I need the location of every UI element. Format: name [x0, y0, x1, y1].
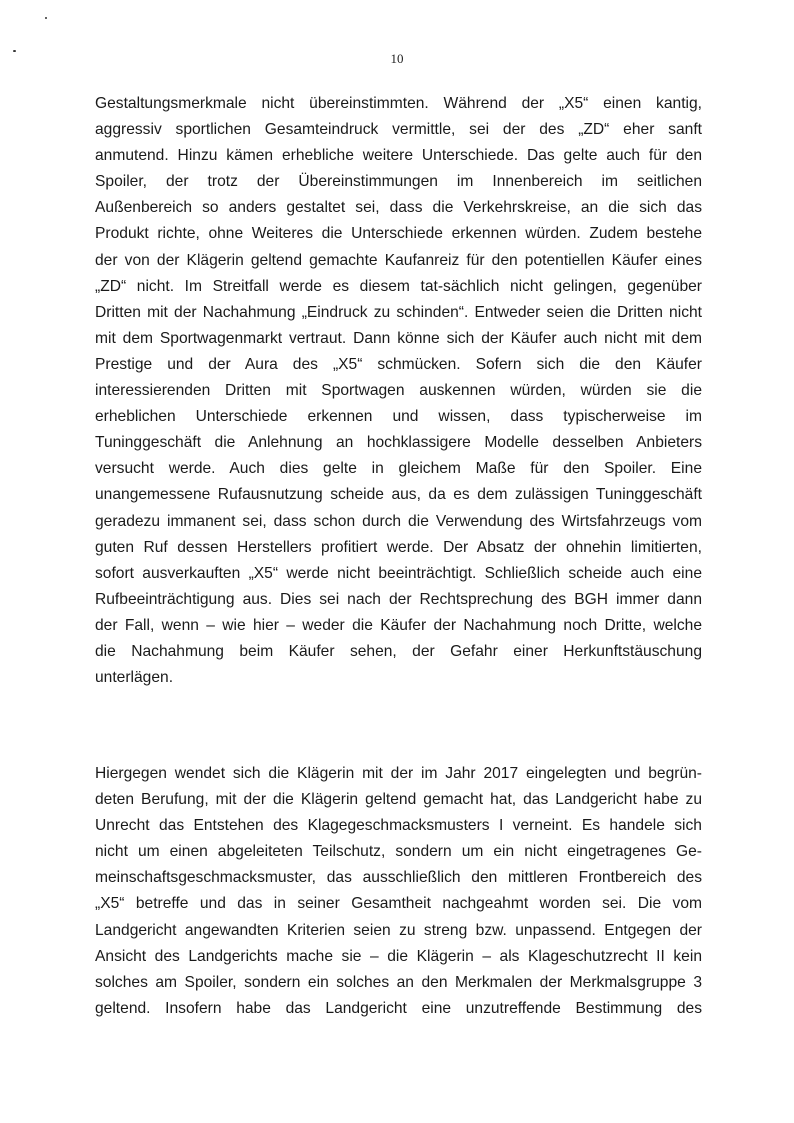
text-line: Außenbereich so anders gestaltet sei, dass die Verkehrskreise, an die sich das: [95, 199, 702, 217]
page-number: 10: [390, 51, 404, 66]
text-line: interessierenden Dritten mit Sportwagen auskennen würden, würden sie die: [95, 382, 702, 400]
text-line: Rufbeeinträchtigung aus. Dies sei nach der Rechtsprechung des BGH immer dann: [95, 590, 702, 608]
text-line: Ansicht des Landgerichts mache sie – die Klägerin – als Klageschutzrecht II kein: [95, 947, 702, 965]
text-line: die Nachahmung beim Käufer sehen, der Gefahr einer Herkunftstäuschung: [95, 642, 702, 660]
text-line: deten Berufung, mit der die Klägerin geltend gemacht hat, das Landgericht habe zu: [95, 791, 702, 809]
scan-speck: [45, 17, 47, 19]
text-line: geltend. Insofern habe das Landgericht eine unzutreffende Bestimmung des: [95, 999, 702, 1017]
text-line: Unrecht das Entstehen des Klagegeschmacksmusters I verneint. Es handele sich: [95, 817, 702, 835]
text-line: solches am Spoiler, sondern ein solches an den Merkmalen der Merkmalsgruppe 3: [95, 973, 702, 991]
text-line: Landgericht angewandten Kriterien seien zu streng bzw. unpassend. Entgegen der: [95, 921, 702, 939]
text-line: Dritten mit der Nachahmung „Eindruck zu schinden“. Entweder seien die Dritten nicht: [95, 303, 702, 321]
text-line: „ZD“ nicht. Im Streitfall werde es diesem tat-sächlich nicht gelingen, gegenüber: [95, 277, 702, 295]
text-line: anmutend. Hinzu kämen erhebliche weitere Unterschiede. Das gelte auch für den: [95, 147, 702, 165]
text-line: sofort ausverkauften „X5“ werde nicht beeinträchtigt. Schließlich scheide auch eine: [95, 564, 702, 582]
text-line: der von der Klägerin geltend gemachte Kaufanreiz für den potentiellen Käufer eines: [95, 251, 702, 269]
text-line: Tuninggeschäft die Anlehnung an hochklassigere Modelle desselben Anbieters: [95, 434, 702, 452]
text-line: Spoiler, der trotz der Übereinstimmungen im Innenbereich im seitlichen: [95, 173, 702, 191]
paragraph-1: [95, 91, 702, 691]
text-line: erheblichen Unterschiede erkennen und wissen, dass typischerweise im: [95, 408, 702, 426]
text-line: unterlägen.: [95, 669, 174, 687]
text-line: aggressiv sportlichen Gesamteindruck vermittle, sei der des „ZD“ eher sanft: [95, 121, 702, 139]
text-line: Produkt richte, ohne Weiteres die Unterschiede erkennen würden. Zudem bestehe: [95, 225, 702, 243]
text-line: der Fall, wenn – wie hier – weder die Käufer der Nachahmung noch Dritte, welche: [95, 616, 702, 634]
text-line: unangemessene Rufausnutzung scheide aus, da es dem zulässigen Tuninggeschäft: [95, 486, 702, 504]
text-line: mit dem Sportwagenmarkt vertraut. Dann könne sich der Käufer auch nicht mit dem: [95, 329, 702, 347]
text-line: „X5“ betreffe und das in seiner Gesamtheit nachgeahmt worden sei. Die vom: [95, 895, 702, 913]
text-line: Prestige und der Aura des „X5“ schmücken. Sofern sich die den Käufer: [95, 355, 702, 373]
paragraph-2: [95, 761, 702, 1022]
text-line: meinschaftsgeschmacksmuster, das ausschließlich den mittleren Frontbereich des: [95, 869, 702, 887]
text-line: nicht um einen abgeleiteten Teilschutz, sondern um ein nicht eingetragenes Ge-: [95, 843, 702, 861]
text-line: guten Ruf dessen Herstellers profitiert werde. Der Absatz der ohnehin limitierten,: [95, 538, 702, 556]
text-line: versucht werde. Auch dies gelte in gleichem Maße für den Spoiler. Eine: [95, 460, 702, 478]
text-line: Gestaltungsmerkmale nicht übereinstimmten. Während der „X5“ einen kantig,: [95, 95, 702, 112]
text-line: Hiergegen wendet sich die Klägerin mit der im Jahr 2017 eingelegten und begrün-: [95, 765, 702, 782]
text-line: geradezu immanent sei, dass schon durch die Verwendung des Wirtsfahrzeugs vom: [95, 512, 702, 530]
